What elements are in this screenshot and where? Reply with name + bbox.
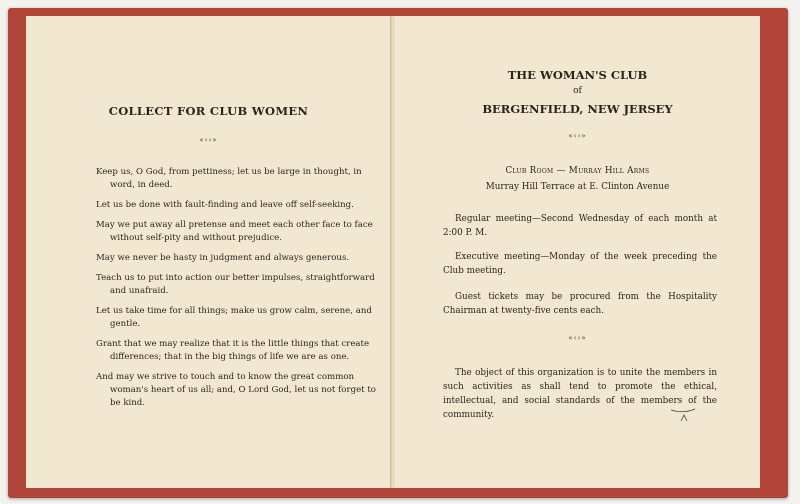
club-address-line: Murray Hill Terrace at E. Clinton Avenue (485, 182, 670, 192)
collect-verses (96, 166, 376, 417)
collect-verse: Grant that we may realize that it is the little things that create differences; that in the big things of life we are as one. (96, 339, 370, 362)
regular-meeting-text: Regular meeting—Second Wednesday of each month at 2:00 P. M. (443, 214, 717, 238)
collect-verse: Teach us to put into action our better impulses, straightforward and unafraid. (96, 273, 375, 296)
club-room-line: Club Room — Murray Hill Arms (505, 166, 650, 176)
handwritten-caret-mark (669, 408, 699, 422)
left-page (26, 16, 392, 488)
collect-verse: May we never be hasty in judgment and always generous. (96, 253, 350, 263)
club-name-title: THE WOMAN'S CLUB (507, 68, 648, 82)
collect-verse: Keep us, O God, from pettiness; let us be large in thought, in word, in deed. (96, 167, 362, 190)
ornament-divider: «‹›» (568, 132, 587, 140)
guest-tickets-text: Guest tickets may be procured from the Hospitality Chairman at twenty-five cents each. (443, 292, 717, 316)
collect-title: COLLECT FOR CLUB WOMEN (108, 104, 309, 118)
collect-verse: Let us be done with fault-finding and leave off self-seeking. (96, 200, 354, 210)
club-object-text: The object of this organization is to unite the members in such activities as shall tend to promote the ethical, intellectual, and social standards of the members of the community. (443, 368, 717, 420)
ornament-divider: «‹›» (568, 334, 587, 342)
collect-verse: And may we strive to touch and to know the great common woman's heart of us all; and, O Lord God, let us not forget to be kind. (96, 372, 376, 408)
collect-verse: Let us take time for all things; make us grow calm, serene, and gentle. (96, 306, 372, 329)
ornament-divider: «‹›» (199, 136, 218, 144)
booklet-cover (8, 8, 788, 498)
collect-verse: May we put away all pretense and meet each other face to face without self-pity and without prejudice. (96, 220, 373, 243)
club-name-of: of (573, 86, 582, 96)
club-location-title: BERGENFIELD, NEW JERSEY (482, 102, 673, 116)
right-page (394, 16, 760, 488)
executive-meeting-text: Executive meeting—Monday of the week preceding the Club meeting. (443, 252, 717, 276)
